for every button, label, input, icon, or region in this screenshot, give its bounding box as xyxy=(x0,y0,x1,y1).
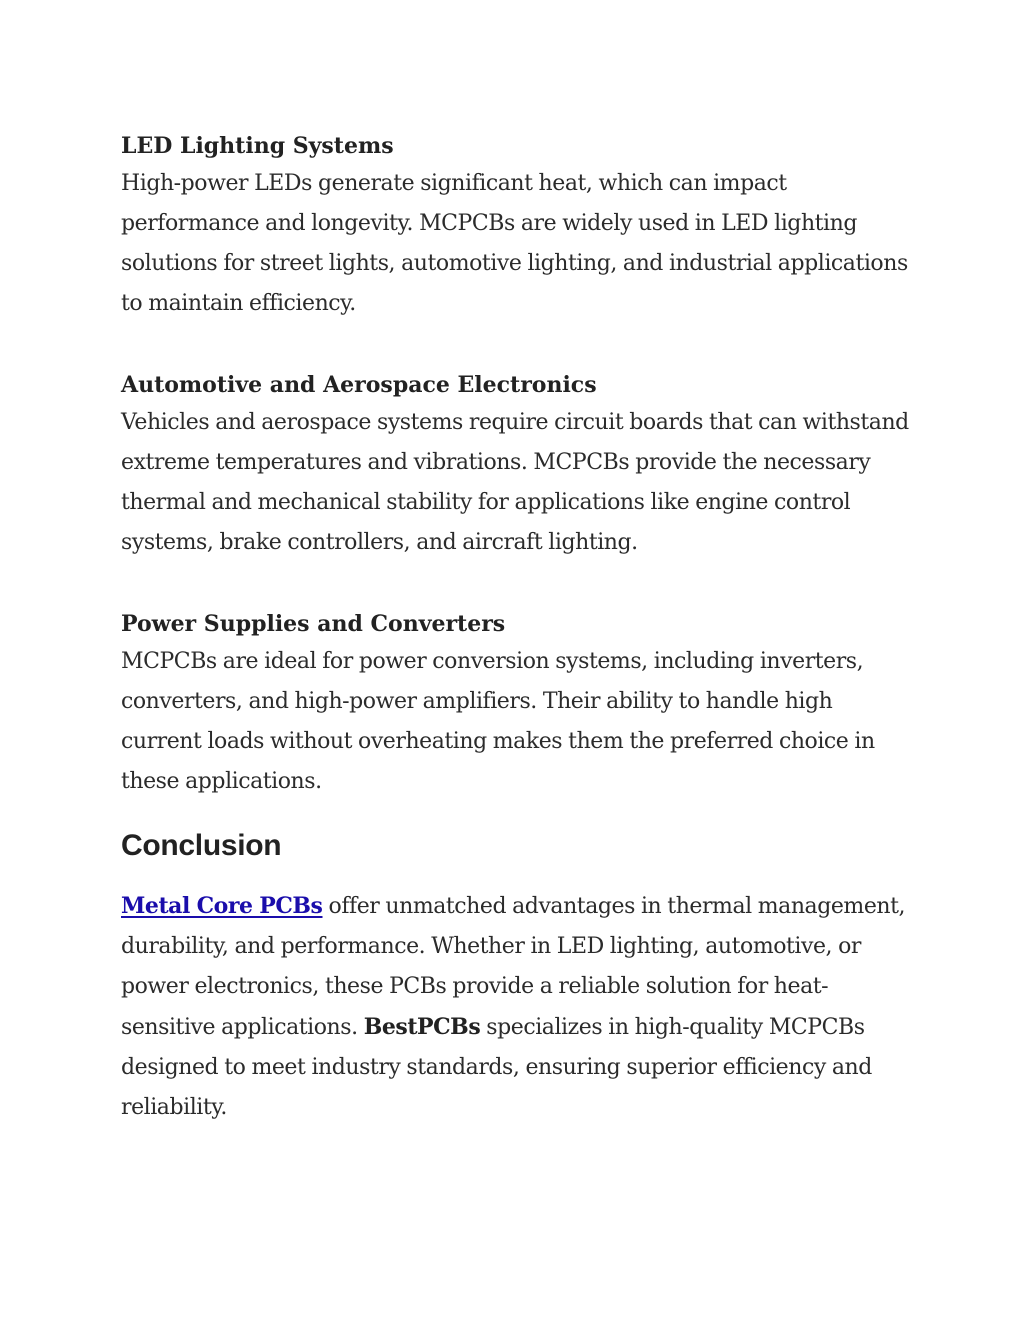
conclusion-paragraph xyxy=(121,886,911,1128)
section-heading: LED Lighting Systems xyxy=(121,133,394,159)
section-led-lighting xyxy=(121,128,911,324)
section-power-supplies xyxy=(121,606,911,802)
section-heading: Automotive and Aerospace Electronics xyxy=(121,372,597,398)
section-heading: Power Supplies and Converters xyxy=(121,611,506,637)
conclusion-heading: Conclusion xyxy=(121,829,282,862)
section-automotive-aerospace xyxy=(121,367,911,563)
conclusion-text-part-1: offer unmatched advantages in thermal management, durability, and performance. Whether in LED lighting, automotive, or power electronics, these PCBs provide a reliable solution for heat-sensitive applications. xyxy=(121,894,906,1040)
section-body: Vehicles and aerospace systems require circuit boards that can withstand extreme temperatures and vibrations. MCPCBs provide the necessary thermal and mechanical stability for applications like engine control systems, brake controllers, and aircraft lighting. xyxy=(121,410,909,555)
section-body: MCPCBs are ideal for power conversion systems, including inverters, converters, and high-power amplifiers. Their ability to handle high current loads without overheating makes them the preferred choice in these applications. xyxy=(121,649,875,794)
brand-name: BestPCBs xyxy=(363,1014,481,1040)
metal-core-pcbs-link[interactable]: Metal Core PCBs xyxy=(121,893,323,919)
document-page xyxy=(121,128,911,1128)
conclusion-text-part-2: specializes in high-quality MCPCBs designed to meet industry standards, ensuring superior efficiency and reliability. xyxy=(121,1015,872,1120)
section-body: High-power LEDs generate significant heat, which can impact performance and longevity. MCPCBs are widely used in LED lighting solutions for street lights, automotive lighting, and industrial applications to maintain efficiency. xyxy=(121,171,908,316)
